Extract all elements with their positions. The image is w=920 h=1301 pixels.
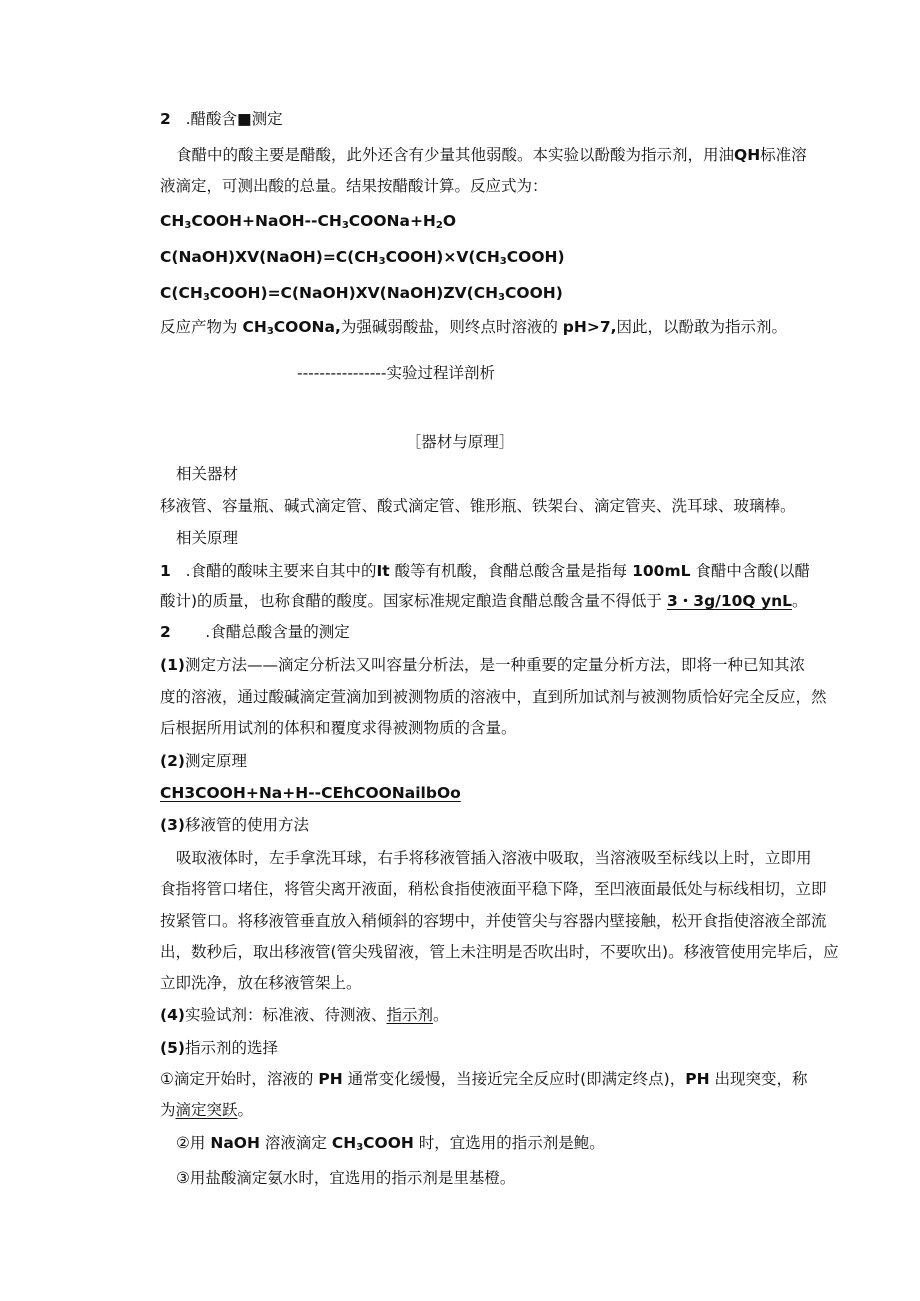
text-run: 。 bbox=[237, 1101, 254, 1119]
paragraph-line bbox=[176, 1132, 605, 1154]
paragraph-line bbox=[160, 654, 805, 676]
eq-text: C(CH bbox=[160, 284, 203, 302]
paragraph-line: 度的溶液，通过酸碱滴定萱滴加到被测物质的溶液中，直到所加试剂与被测物质恰好完全反应，然 bbox=[160, 688, 827, 706]
paragraph-line bbox=[160, 1068, 808, 1090]
eq-text: C(NaOH)XV(NaOH)=C(CH bbox=[160, 248, 379, 266]
text-run: 。 bbox=[791, 592, 808, 610]
paragraph-line: 出，数秒后，取出移液管(管尖残留液，管上未注明是否吹出时，不要吹出)。移液管使用完毕后，应 bbox=[160, 943, 839, 961]
paragraph-line bbox=[160, 560, 810, 582]
text-run: 出现突变，称 bbox=[714, 1070, 808, 1088]
item-title: 移液管的使用方法 bbox=[184, 816, 309, 834]
text-run: 液滴定，可测出酸的总量。结果按醋酸计算。反应式为： bbox=[160, 177, 548, 195]
text-run: 酸等有机酸，食醋总酸含量是指每 bbox=[394, 562, 628, 580]
text-run: .食醋的酸味主要来自其中的 bbox=[185, 562, 377, 580]
eq-sub: 3 bbox=[356, 1142, 364, 1153]
text-run: COOH bbox=[363, 1134, 414, 1152]
item-title: 测定原理 bbox=[184, 752, 247, 770]
formula-line bbox=[160, 282, 563, 304]
item-heading bbox=[160, 621, 350, 643]
text-run: 酸计)的质量，也称食醋的酸度。国家标准规定酿造食醋总酸含量不得低于 bbox=[160, 592, 663, 610]
text-run: 溶液滴定 bbox=[264, 1134, 327, 1152]
item-heading bbox=[160, 1004, 449, 1026]
eq-text: CH bbox=[160, 212, 185, 230]
item-number: (2) bbox=[160, 752, 185, 770]
reaction-equation: CH3COOH+Na+H--CEhCOONailbOo bbox=[160, 784, 461, 802]
item-title: 指示剂的选择 bbox=[184, 1039, 278, 1057]
paragraph-line bbox=[176, 144, 807, 166]
eq-sub: 3 bbox=[498, 292, 506, 303]
paragraph-line: 食指将管口堵住，将管尖离开液面，稍松食指使液面平稳下降，至凹液面最低处与标线相切，立即 bbox=[160, 880, 827, 898]
paragraph-line bbox=[160, 590, 808, 612]
divider-heading: ----------------实验过程详剖析 bbox=[297, 364, 495, 382]
text-run: PH bbox=[318, 1070, 343, 1088]
eq-sub: 3 bbox=[266, 326, 274, 337]
text-run: 时，宜选用的指示剂是鲍。 bbox=[418, 1134, 605, 1152]
text-run: pH>7, bbox=[562, 318, 617, 336]
item-number: (3) bbox=[160, 816, 185, 834]
text-run: NaOH bbox=[210, 1134, 260, 1152]
section-2-heading bbox=[160, 108, 283, 130]
formula-line bbox=[160, 246, 565, 268]
reaction-equation bbox=[160, 210, 456, 232]
eq-sub: 3 bbox=[341, 220, 349, 231]
text-run: 因此，以酚敢为指示剂。 bbox=[616, 318, 788, 336]
item-heading bbox=[160, 750, 247, 772]
text-run: CH bbox=[242, 318, 267, 336]
eq-text: COOH) bbox=[505, 284, 563, 302]
eq-sub: 3 bbox=[202, 292, 210, 303]
principle-label: 相关原理 bbox=[176, 529, 239, 547]
item-number: 1 bbox=[160, 562, 171, 580]
item-title: .食醋总酸含量的测定 bbox=[205, 623, 350, 641]
eq-text: COONa+H bbox=[348, 212, 436, 230]
item-heading bbox=[160, 1037, 278, 1059]
text-run: QH bbox=[734, 146, 761, 164]
underlined-term: 滴定突跃 bbox=[175, 1101, 238, 1119]
text-run: 实验试剂：标准液、待测液、 bbox=[184, 1006, 387, 1024]
paragraph-line: 按紧管口。将移液管垂直放入稍倾斜的容甥中，并使管尖与容器内壁接触，松开食指使溶液全部流 bbox=[160, 912, 827, 930]
eq-text: COOH+NaOH--CH bbox=[191, 212, 342, 230]
text-run: ①滴定开始时，溶液的 bbox=[160, 1070, 314, 1088]
eq-text: O bbox=[442, 212, 457, 230]
item-heading bbox=[160, 814, 309, 836]
paragraph-line bbox=[160, 1099, 253, 1121]
section-title: ［器材与原理］ bbox=[405, 433, 515, 451]
paragraph-line: 吸取液体时，左手拿洗耳球，右手将移液管插入溶液中吸取，当溶液吸至标线以上时，立即用 bbox=[176, 849, 812, 867]
text-run: COONa, bbox=[273, 318, 341, 336]
text-run: ②用 bbox=[176, 1134, 206, 1152]
paragraph-line bbox=[160, 175, 548, 197]
paragraph-line: 立即洗净，放在移液管架上。 bbox=[160, 974, 362, 992]
eq-sub: 3 bbox=[499, 256, 507, 267]
text-run: 为 bbox=[160, 1101, 176, 1119]
item-number: 2 bbox=[160, 623, 171, 641]
underlined-value: 3・3g/10Q ynL bbox=[667, 592, 792, 610]
text-run: 反应产物为 bbox=[160, 318, 238, 336]
item-number: (5) bbox=[160, 1039, 185, 1057]
paragraph-line: ③用盐酸滴定氨水时，宜选用的指示剂是里基橙。 bbox=[176, 1169, 516, 1187]
eq-sub: 2 bbox=[435, 220, 443, 231]
text-run: 100mL bbox=[632, 562, 691, 580]
text-run: 通常变化缓慢，当接近完全反应时(即满定终点)， bbox=[347, 1070, 686, 1088]
section-number: 2 bbox=[160, 110, 171, 128]
eq-sub: 3 bbox=[184, 220, 192, 231]
paragraph-line bbox=[160, 316, 787, 338]
section-title: .醋酸含■测定 bbox=[185, 110, 283, 128]
eq-text: COOH)=C(NaOH)XV(NaOH)ZV(CH bbox=[209, 284, 499, 302]
text-run: 食醋中的酸主要是醋酸，此外还含有少量其他弱酸。本实验以酚酸为指示剂，用油 bbox=[176, 146, 735, 164]
text-run: 标准溶 bbox=[760, 146, 807, 164]
text-run: 测定方法——滴定分析法又叫容量分析法，是一种重要的定量分析方法，即将一种已知其浓 bbox=[184, 656, 805, 674]
eq-text: COOH) bbox=[506, 248, 565, 266]
item-number: (4) bbox=[160, 1006, 185, 1024]
text-run: It bbox=[376, 562, 390, 580]
text-run: CH bbox=[331, 1134, 357, 1152]
text-run: 为强碱弱酸盐，则终点时溶液的 bbox=[340, 318, 558, 336]
text-run: 。 bbox=[432, 1006, 449, 1024]
text-run: 食醋中含酸(以醋 bbox=[695, 562, 810, 580]
equipment-list: 移液管、容量瓶、碱式滴定管、酸式滴定管、锥形瓶、铁架台、滴定管夹、洗耳球、玻璃棒。 bbox=[160, 497, 796, 515]
text-run: PH bbox=[685, 1070, 710, 1088]
eq-sub: 3 bbox=[378, 256, 386, 267]
item-number: (1) bbox=[160, 656, 185, 674]
equipment-label: 相关器材 bbox=[176, 465, 239, 483]
paragraph-line: 后根据所用试剂的体积和覆度求得被测物质的含量。 bbox=[160, 719, 517, 737]
underlined-term: 指示剂 bbox=[386, 1006, 433, 1024]
eq-text: COOH)×V(CH bbox=[385, 248, 500, 266]
